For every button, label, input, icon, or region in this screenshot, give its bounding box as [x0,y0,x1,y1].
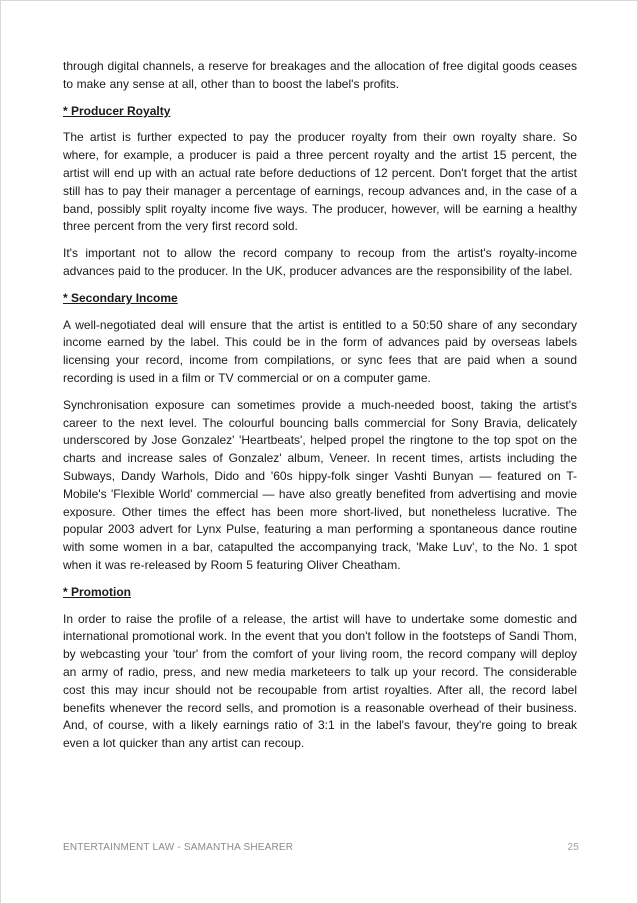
section-producer-royalty [63,103,577,281]
running-title: ENTERTAINMENT LAW - SAMANTHA SHEARER [63,842,294,853]
body-paragraph: The artist is further expected to pay the producer royalty from their own royalty share. So where, for example, a producer is paid a three percent royalty and the artist 15 percent, the artist will end up with an actual rate before deductions of 12 percent. Don't forget that the artist still has to pay their manager a percentage of earnings, recoup advances and, in the case of a band, possibly split royalty income five ways. The producer, however, will be earning a healthy three percent from the very first record sold. [63,130,577,234]
body-paragraph: A well-negotiated deal will ensure that the artist is entitled to a 50:50 share of any secondary income earned by the label. This could be in the form of advances paid by overseas labels licensing your record, income from compilations, or sync fees that are paid when a sound recording is used in a film or TV commercial or on a computer game. [63,317,577,385]
page-footer [63,842,579,853]
section-heading: * Promotion [63,584,131,599]
section-heading: * Secondary Income [63,290,178,305]
body-paragraph: It's important not to allow the record company to recoup from the artist's royalty-income advances paid to the producer. In the UK, producer advances are the responsibility of the label. [63,246,577,278]
body-paragraph: In order to raise the profile of a release, the artist will have to undertake some domestic and international promotional work. In the event that you don't follow in the footsteps of Sandi Thom, by webcasting your 'tour' from the comfort of your living room, the record company will deploy an army of radio, press, and new media marketeers to talk up your record. The considerable cost this may incur should not be recoupable from artist royalties. After all, the record label benefits whenever the record sells, and promotion is a reasonable overhead of their business. And, of course, with a likely earnings ratio of 3:1 in the label's favour, they're going to break even a lot quicker than any artist can recoup. [63,611,577,751]
intro-paragraph: through digital channels, a reserve for breakages and the allocation of free digital goods ceases to make any sense at all, other than to boost the label's profits. [63,59,577,91]
section-secondary-income [63,290,577,575]
page-body [63,58,577,762]
section-heading: * Producer Royalty [63,103,171,118]
page-number: 25 [567,842,579,853]
body-paragraph: Synchronisation exposure can sometimes provide a much-needed boost, taking the artist's career to the next level. The colourful bouncing balls commercial for Sony Bravia, delicately underscored by Jose Gonzalez' 'Heartbeats', helped propel the ringtone to the top spot on the charts and increase sales of Gonzalez' album, Veneer. In recent times, artists including the Subways, Dandy Warhols, Dido and '60s hippy-folk singer Vashti Bunyan — featured on T-Mobile's 'Flexible World' commercial — have also greatly benefited from advertising and movie exposure. Other times the effect has been more short-lived, but nonetheless lucrative. The popular 2003 advert for Lynx Pulse, featuring a man performing a spontaneous dance routine with some women in a bar, catapulted the accompanying track, 'Make Luv', to the No. 1 spot when it was re-released by Room 5 featuring Oliver Cheatham. [63,397,577,572]
section-promotion [63,584,577,753]
